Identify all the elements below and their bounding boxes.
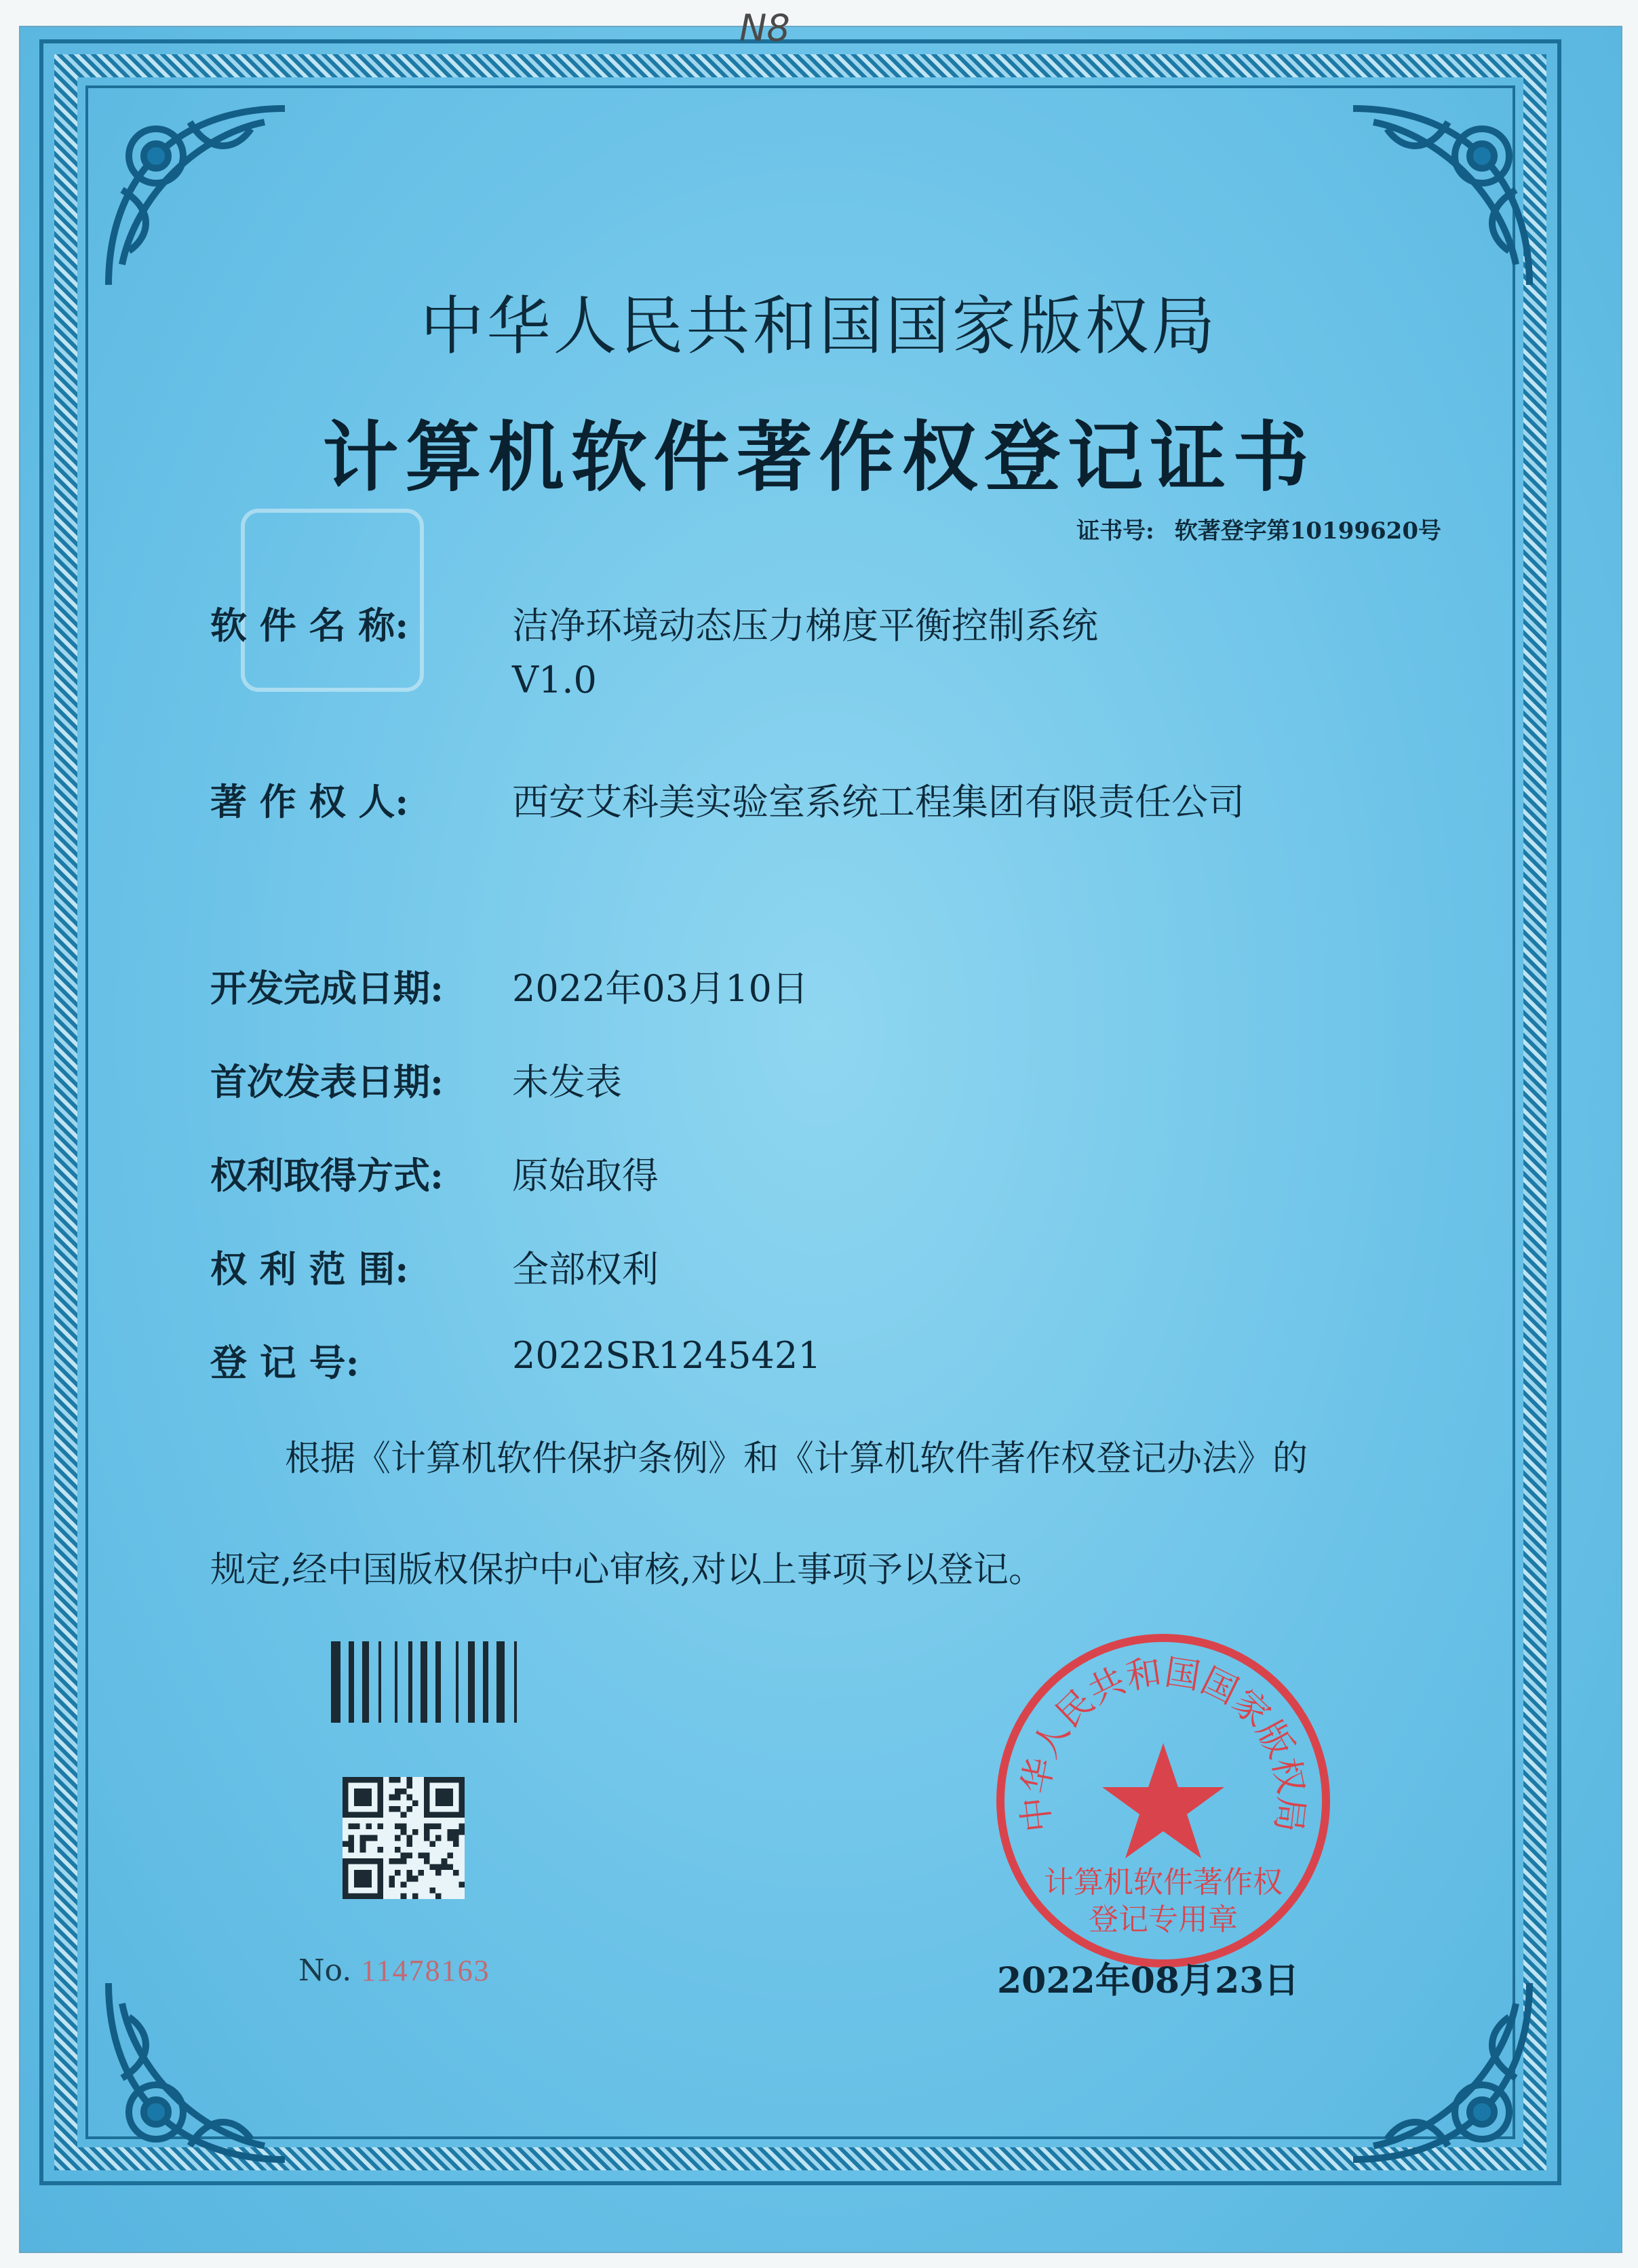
barcode-bar — [408, 1641, 412, 1723]
serial-label: No. — [298, 1953, 352, 1988]
field-value: 西安艾科美实验室系统工程集团有限责任公司 — [512, 781, 1245, 823]
certificate-title: 计算机软件著作权登记证书 — [322, 413, 1316, 502]
seal-outer-text: 中华人民共和国国家版权局 — [1015, 1651, 1312, 1835]
software-name: 洁净环境动态压力梯度平衡控制系统 — [512, 604, 1098, 647]
corner-ornament-bottom-left — [95, 1970, 298, 2173]
field-copyright-owner — [210, 773, 1245, 825]
field-value: 原始取得 — [512, 1154, 659, 1197]
field-value: 2022SR1245421 — [512, 1334, 821, 1377]
barcode-bar — [343, 1641, 346, 1723]
barcode-bar — [514, 1641, 517, 1723]
barcode-bar — [362, 1641, 369, 1723]
field-acquisition-method — [210, 1147, 659, 1199]
barcode-bar — [444, 1641, 453, 1723]
barcode-bar — [461, 1641, 465, 1723]
issuing-authority: 中华人民共和国国家版权局 — [420, 290, 1218, 364]
field-label: 权 利 范 围: — [210, 1247, 409, 1291]
barcode-bar — [477, 1641, 480, 1723]
barcode-bar — [349, 1641, 354, 1723]
barcode-bar — [331, 1641, 340, 1723]
barcode-bar — [395, 1641, 397, 1723]
barcode-bar — [400, 1641, 406, 1723]
field-label: 权利取得方式: — [210, 1154, 444, 1197]
official-seal — [987, 1624, 1340, 1977]
field-label: 首次发表日期: — [210, 1060, 444, 1103]
field-value: 未发表 — [512, 1061, 622, 1103]
statement-line-1 — [210, 1430, 1465, 1488]
barcode-bar — [378, 1641, 381, 1723]
barcode-bar — [435, 1641, 441, 1723]
field-label: 登 记 号: — [210, 1341, 359, 1384]
field-registration-number — [210, 1334, 821, 1386]
barcode-bar — [421, 1641, 427, 1723]
field-rights-scope — [210, 1240, 659, 1293]
barcode-bar — [415, 1641, 418, 1723]
field-label: 软 件 名 称: — [210, 604, 409, 647]
barcode-bar — [483, 1641, 488, 1723]
field-software-name — [210, 597, 1098, 701]
serial-value: 11478163 — [361, 1954, 490, 1987]
certificate-number-label: 证书号: — [1076, 517, 1154, 545]
handwritten-mark: N8 — [739, 7, 790, 50]
qr-code — [343, 1777, 465, 1899]
field-label: 开发完成日期: — [210, 966, 444, 1010]
barcode-bar — [430, 1641, 433, 1723]
field-first-publication-date — [210, 1053, 622, 1106]
certificate-number-value: 软著登字第10199620号 — [1174, 517, 1441, 545]
barcode — [331, 1641, 568, 1723]
seal-inner-line-1: 计算机软件著作权 — [1044, 1865, 1283, 1900]
field-value — [512, 597, 1098, 701]
barcode-bar — [372, 1641, 376, 1723]
field-label: 著 作 权 人: — [210, 780, 409, 823]
corner-ornament-top-right — [1340, 95, 1543, 298]
seal-inner-line-2: 登记专用章 — [1089, 1902, 1238, 1937]
barcode-bar — [507, 1641, 511, 1723]
barcode-bar — [456, 1641, 459, 1723]
barcode-bar — [357, 1641, 359, 1723]
certificate-number — [1076, 512, 1441, 545]
barcode-bar — [491, 1641, 494, 1723]
serial-number — [298, 1953, 490, 1988]
barcode-bar — [384, 1641, 392, 1723]
statement-paragraph — [210, 1430, 1465, 1599]
seal-star-icon — [1102, 1743, 1224, 1858]
issue-date: 2022年08月23日 — [997, 1960, 1300, 2001]
statement-line-2: 规定,经中国版权保护中心审核,对以上事项予以登记。 — [210, 1550, 1045, 1590]
field-completion-date — [210, 960, 808, 1012]
corner-ornament-top-left — [95, 95, 298, 298]
field-value: 2022年03月10日 — [512, 967, 808, 1010]
barcode-bar — [496, 1641, 505, 1723]
software-version: V1.0 — [512, 659, 597, 701]
field-value: 全部权利 — [512, 1248, 659, 1291]
barcode-bar — [520, 1641, 526, 1723]
statement-text: 根据《计算机软件保护条例》和《计算机软件著作权登记办法》的 — [285, 1439, 1308, 1479]
barcode-bar — [468, 1641, 475, 1723]
corner-ornament-bottom-right — [1340, 1970, 1543, 2173]
